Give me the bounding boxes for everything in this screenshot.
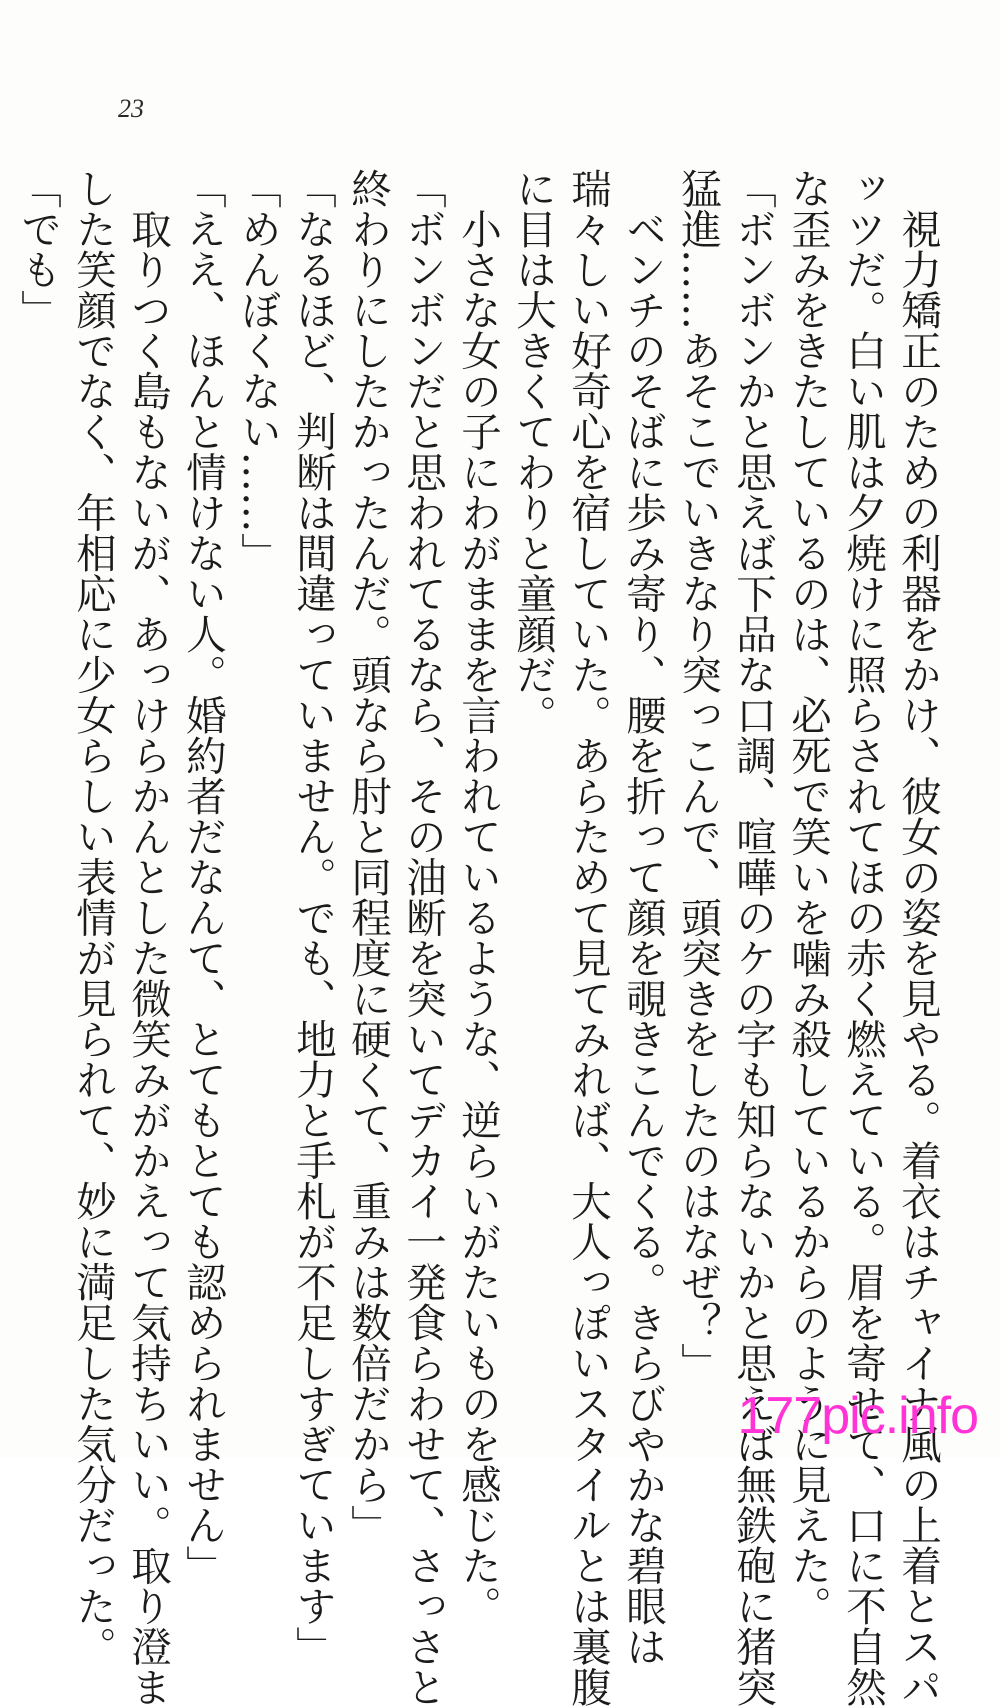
page-number: 23	[118, 94, 144, 123]
text-line: 取りつく島もないが、あっけらかんとした微笑みがかえって気持ちいい。取り澄ま	[124, 168, 172, 1707]
text-line: ッツだ。白い肌は夕焼けに照らされてほの赤く燃えている。眉を寄せて、口に不自然	[839, 168, 887, 1707]
text-line: ベンチのそばに歩み寄り、腰を折って顔を覗きこんでくる。きらびやかな碧眼は	[619, 168, 667, 1667]
text-line: 視力矯正のための利器をかけ、彼女の姿を見やる。着衣はチャイナ風の上着とスパ	[894, 168, 942, 1707]
text-line: 「ボンボンだと思われてるなら、その油断を突いてデカイ一発食らわせて、さっさと	[399, 168, 447, 1707]
watermark: 177pic.info	[737, 1387, 978, 1445]
text-line: 終わりにしたかったんだ。頭なら肘と同程度に硬くて、重みは数倍だから」	[344, 168, 392, 1545]
text-line: な歪みをきたしているのは、必死で笑いを噛み殺しているからのように見えた。	[784, 168, 832, 1626]
text-line: 小さな女の子にわがままを言われているような、逆らいがたいものを感じた。	[454, 168, 502, 1626]
text-line: に目は大きくてわりと童顔だ。	[509, 168, 557, 735]
text-line: 「ボンボンかと思えば下品な口調、喧嘩のケの字も知らないかと思えば無鉄砲に猪突	[729, 168, 777, 1707]
text-line: 「なるほど、判断は間違っていません。でも、地力と手札が不足しすぎています」	[289, 168, 337, 1667]
text-line: した笑顔でなく、年相応に少女らしい表情が見られて、妙に満足した気分だった。	[69, 168, 117, 1667]
text-line: 猛進……あそこでいきなり突っこんで、頭突きをしたのはなぜ？」	[674, 168, 722, 1383]
text-line: 「めんぼくない……」	[234, 168, 282, 573]
text-line: 「ええ、ほんと情けない人。婚約者だなんて、とてもとても認められません」	[179, 168, 227, 1586]
text-line: 「でも」	[14, 168, 62, 330]
text-line: 瑞々しい好奇心を宿していた。あらためて見てみれば、大人っぽいスタイルとは裏腹	[564, 168, 612, 1707]
